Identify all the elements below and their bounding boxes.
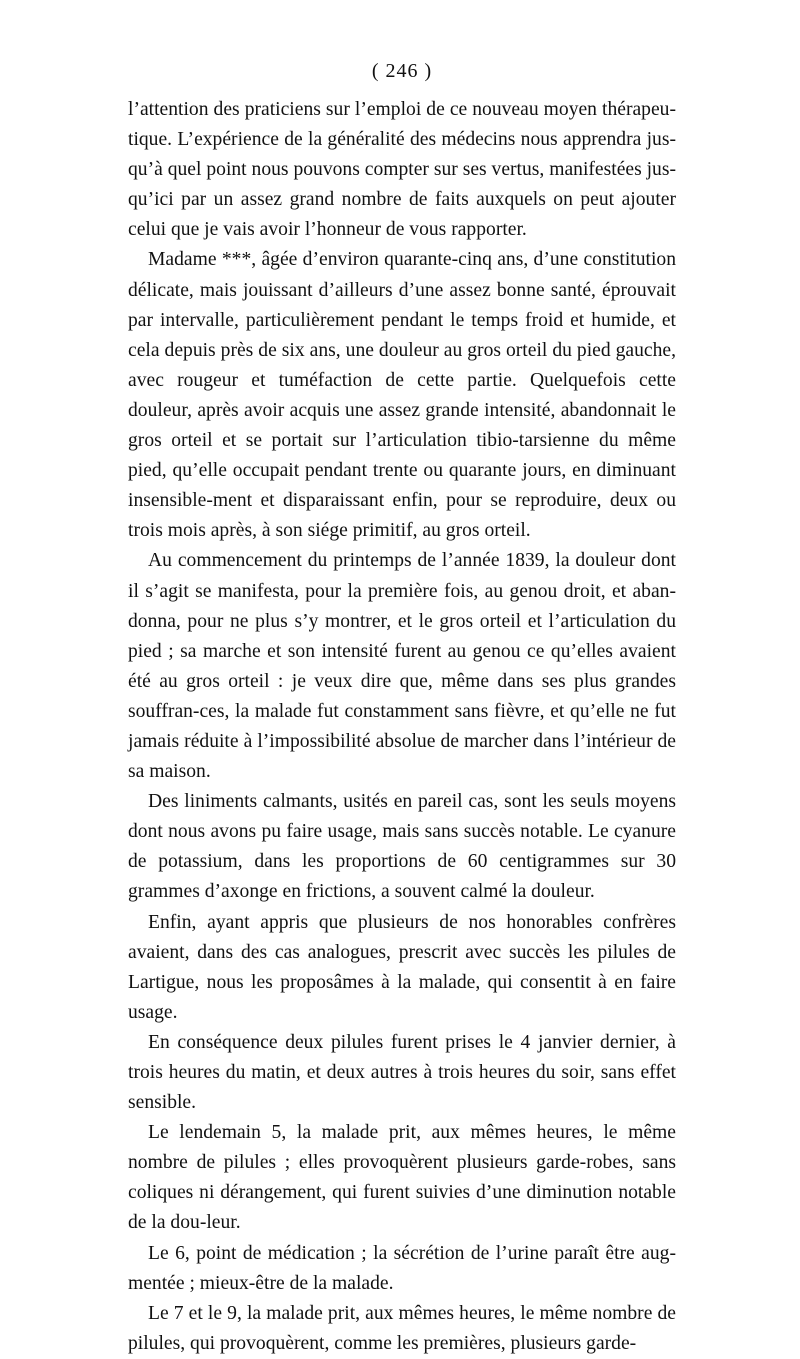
paragraph: Madame ***, âgée d’environ quarante-cinq ans, d’une constitution délicate, mais jouissant d’ailleurs d’une assez bonne santé, éprouvait par intervalle, particulièrement pendant le temps froid et humide, et cela depuis près de six ans, une douleur au gros orteil du pied gauche, avec rougeur et tuméfaction de cette partie. Quelquefois cette douleur, après avoir acquis une assez grande intensité, abandonnait le gros orteil et se portait sur l’articulation tibio-tarsienne du même pied, qu’elle occupait pendant trente ou quarante jours, en diminuant insensible-ment et disparaissant enfin, pour se reproduire, deux ou trois mois après, à son siége primitif, au gros orteil. <box>128 249 676 542</box>
paragraph: Des liniments calmants, usités en pareil cas, sont les seuls moyens dont nous avons pu faire usage, mais sans succès notable. Le cyanure de potassium, dans les proportions de 60 centigrammes sur 30 grammes d’axonge en frictions, a souvent calmé la douleur. <box>128 791 676 903</box>
page-number: ( 246 ) <box>371 60 433 82</box>
body-text <box>128 95 676 1359</box>
paragraph: l’attention des praticiens sur l’emploi de ce nouveau moyen thérapeu-tique. L’expérience de la généralité des médecins nous apprendra jus-qu’à quel point nous pouvons compter sur ses vertus, manifestées jus-qu’ici par un assez grand nombre de faits auxquels on peut ajouter celui que je vais avoir l’honneur de vous rapporter. <box>128 99 676 241</box>
paragraph: Le 7 et le 9, la malade prit, aux mêmes heures, le même nombre de pilules, qui provoquèrent, comme les premières, plusieurs garde- <box>128 1302 676 1354</box>
paragraph: Enfin, ayant appris que plusieurs de nos honorables confrères avaient, dans des cas analogues, prescrit avec succès les pilules de Lartigue, nous les proposâmes à la malade, qui consentit à en faire usage. <box>128 911 676 1023</box>
paragraph: Au commencement du printemps de l’année 1839, la douleur dont il s’agit se manifesta, pour la première fois, au genou droit, et aban-donna, pour ne plus s’y montrer, et le gros orteil et l’articulation du pied ; sa marche et son intensité furent au genou ce qu’elles avaient été au gros orteil : je veux dire que, même dans ses plus grandes souffran-ces, la malade fut constamment sans fièvre, et qu’elle ne fut jamais réduite à l’impossibilité absolue de marcher dans l’intérieur de sa maison. <box>128 550 676 783</box>
paragraph: Le lendemain 5, la malade prit, aux mêmes heures, le même nombre de pilules ; elles provoquèrent plusieurs garde-robes, sans coliques ni dérangement, qui furent suivies d’une diminution notable de la dou-leur. <box>128 1122 676 1234</box>
paragraph: En conséquence deux pilules furent prises le 4 janvier dernier, à trois heures du matin, et deux autres à trois heures du soir, sans effet sensible. <box>128 1031 676 1114</box>
paragraph: Le 6, point de médication ; la sécrétion de l’urine paraît être aug-mentée ; mieux-être de la malade. <box>128 1242 676 1294</box>
